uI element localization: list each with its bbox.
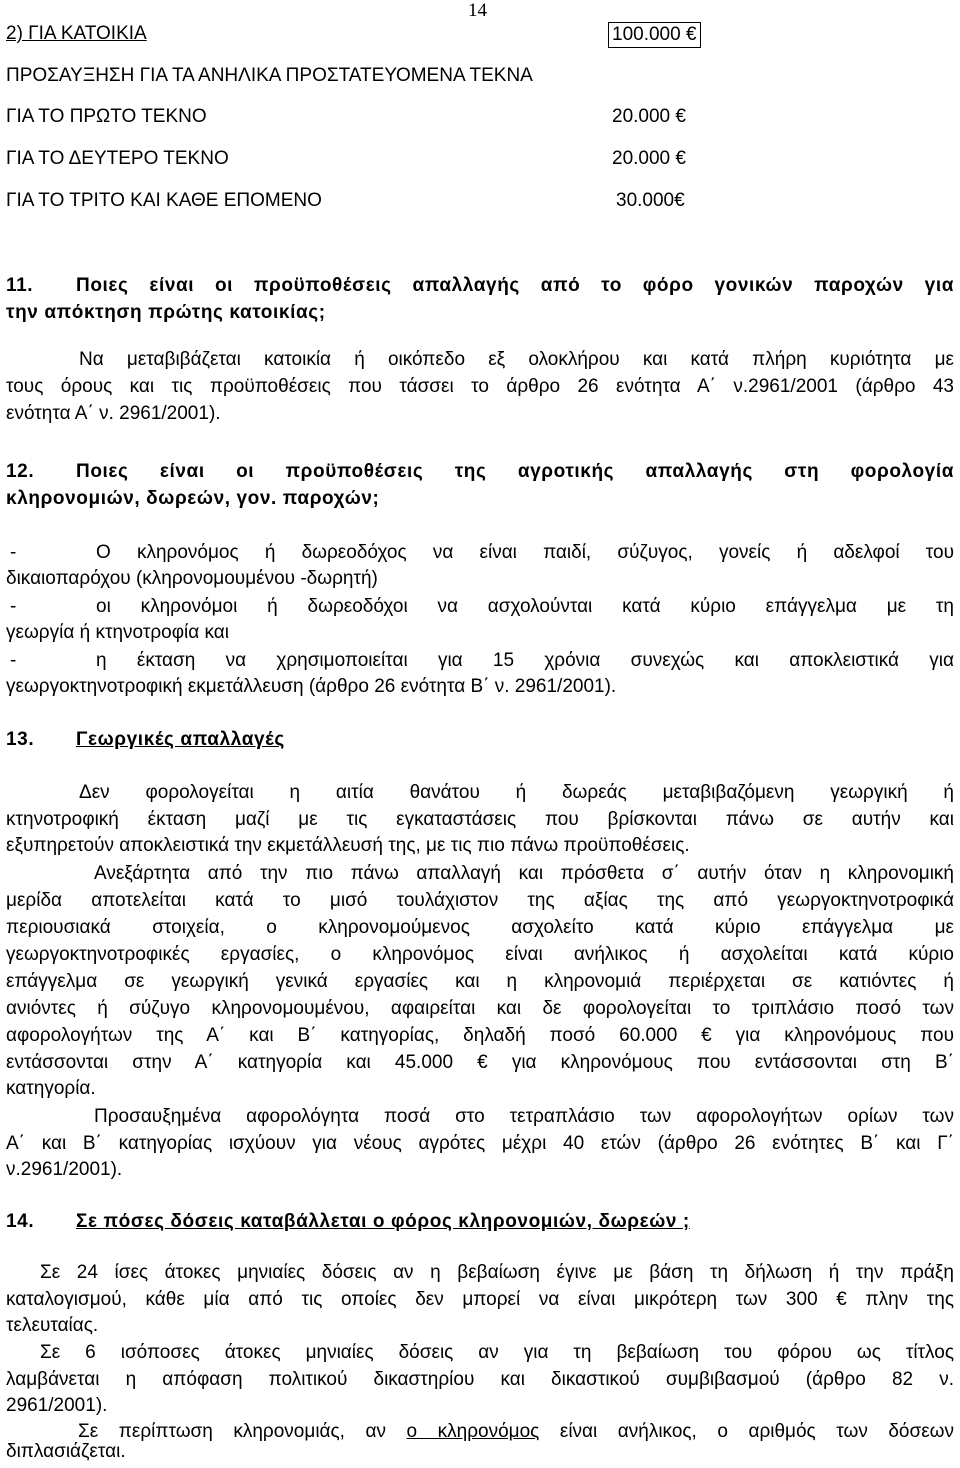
q13-p2-line: γεωργοκτηνοτροφικές εργασίες, ο κληρονόμος είναι ανήλικος ή ασχολείται κατά κύριο [6,944,954,965]
q13-p2-line: ανιόντες ή σύζυγο κληρονομουμένου, αφαιρείται και δε φορολογείται το τριπλάσιο ποσό των [6,998,954,1019]
euro-icon: € [675,106,686,127]
q12-item-2-line-2: γεωργία ή κτηνοτροφία και [6,622,229,643]
q13-p3-line: Προσαυξημένα αφορολόγητα ποσά στο τετραπλάσιο των αφορολογήτων ορίων των [94,1106,954,1127]
q14-p1-line: τελευταίας. [6,1315,99,1336]
q11-answer-line-2: τους όρους και τις προϋποθέσεις που τάσσει το άρθρο 26 ενότητα Α΄ ν.2961/2001 (άρθρο 43 [6,376,954,397]
housing-allowance-amount: 100.000 € [608,22,701,48]
q13-p2-line: περιουσιακά στοιχεία, ο κληρονομούμενος ασχολείτο κατά κύριο επάγγελμα με [6,917,954,938]
q11-title-line-1: 11. Ποιες είναι οι προϋποθέσεις απαλλαγής από το φόρο γονικών παροχών για [6,273,954,300]
q12-item-2-line-1: - οι κληρονόμοι ή δωρεοδόχοι να ασχολούνται κατά κύριο επάγγελμα με τη [6,594,954,621]
q13-p2-line: μερίδα αποτελείται κατά το μισό τουλάχιστον της αξίας της από γεωργοκτηνοτροφικά [6,890,954,911]
q13-p2-line: Ανεξάρτητα από την πιο πάνω απαλλαγή και πρόσθετα σ΄ αυτήν όταν η κληρονομική [94,863,954,884]
bullet-dash: - [10,650,17,671]
first-child-amount: 20.000 € [612,106,686,127]
q13-title: Γεωργικές απαλλαγές [76,729,285,750]
third-child-label: ΓΙΑ ΤΟ ΤΡΙΤΟ ΚΑΙ ΚΑΘΕ ΕΠΟΜΕΝΟ [6,190,322,211]
q11-answer-line-3: ενότητα Α΄ ν. 2961/2001). [6,403,221,424]
q12-item-1-line-2: δικαιοπαρόχου (κληρονομουμένου -δωρητή) [6,568,378,589]
q13-p2-line: εντάσσονται στην Α΄ κατηγορία και 45.000 € για κληρονόμους που εντάσσονται στη Β΄ [6,1052,954,1073]
q13-heading [6,728,285,752]
q13-number: 13. [6,729,35,750]
q14-title: Σε πόσες δόσεις καταβάλλεται ο φόρος κληρονομιών, δωρεών ; [76,1211,690,1232]
q14-p2-line: λαμβάνεται η απόφαση πολιτικού δικαστηρίου και δικαστικού συμβιβασμού (άρθρο 82 ν. [6,1369,954,1390]
q14-p1-line: Σε 24 ίσες άτοκες μηνιαίες δόσεις αν η βεβαίωση έγινε με βάση τη δήλωση ή την πράξη [40,1262,954,1283]
second-child-amount: 20.000 € [612,148,686,169]
bullet-dash: - [10,542,17,563]
children-allowance-heading: ΠΡΟΣΑΥΞΗΣΗ ΓΙΑ ΤΑ ΑΝΗΛΙΚΑ ΠΡΟΣΤΑΤΕΥΟΜΕΝΑ ΤΕΚΝΑ [6,65,533,86]
q12-title-line-1: 12. Ποιες είναι οι προϋποθέσεις της αγροτικής απαλλαγής στη φορολογία [6,459,954,486]
q14-p3-line: διπλασιάζεται. [6,1441,126,1462]
q14-number: 14. [6,1211,35,1232]
euro-icon: € [675,148,686,169]
q14-p2-line: 2961/2001). [6,1395,108,1416]
q12-item-3-line-2: γεωργοκτηνοτροφική εκμετάλλευση (άρθρο 26 ενότητα Β΄ ν. 2961/2001). [6,676,617,697]
q13-p2-line: επάγγελμα σε γεωργική γενικά εργασίες και η κληρονομιά περιέρχεται σε κατιόντες ή [6,971,954,992]
q13-p1-line: Δεν φορολογείται η αιτία θανάτου ή δωρεάς μεταβιβαζόμενη γεωργική ή [79,782,954,803]
q11-answer-line-1: Να μεταβιβάζεται κατοικία ή οικόπεδο εξ ολοκλήρου και κατά πλήρη κυριότητα με [79,349,954,370]
q12-number: 12. [6,461,35,482]
q13-p3-line: Α΄ και Β΄ κατηγορίας ισχύουν για νέους αγρότες μέχρι 40 ετών (άρθρο 26 ενότητες Β΄ και Γ΄ [6,1133,954,1154]
q14-p3-line: Σε περίπτωση κληρονομιάς, αν ο κληρονόμος είναι ανήλικος, ο αριθμός των δόσεων [78,1421,955,1442]
q12-title-line-2: κληρονομιών, δωρεών, γον. παροχών; [6,488,380,509]
q13-p1-line: εξυπηρετούν αποκλειστικά την εκμετάλλευσή της, με τις πιο πάνω προϋποθέσεις. [6,835,690,856]
third-child-amount: 30.000€ [616,190,685,211]
q13-p1-line: κτηνοτροφική έκταση μαζί με τις εγκαταστάσεις που βρίσκονται πάνω σε αυτήν και [6,809,954,830]
housing-label-text: 2) ΓΙΑ ΚΑΤΟΙΚΙΑ [6,23,147,44]
second-child-label: ΓΙΑ ΤΟ ΔΕΥΤΕΡΟ ΤΕΚΝΟ [6,148,229,169]
q13-p2-line: αφορολογήτων της Α΄ και Β΄ κατηγορίας, δηλαδή ποσό 60.000 € για κληρονόμους που [6,1025,954,1046]
q13-p2-line: κατηγορία. [6,1078,96,1099]
q14-heading [6,1210,690,1234]
bullet-dash: - [10,596,17,617]
page-number: 14 [468,0,487,21]
q13-p3-line: ν.2961/2001). [6,1159,123,1180]
first-child-label: ΓΙΑ ΤΟ ΠΡΩΤΟ ΤΕΚΝΟ [6,106,207,127]
euro-icon: € [674,190,685,211]
q11-title-line-2: την απόκτηση πρώτης κατοικίας; [6,302,326,323]
housing-allowance-label [6,22,147,46]
q12-item-1-line-1: - Ο κληρονόμος ή δωρεοδόχος να είναι παιδί, σύζυγος, γονείς ή αδελφοί του [6,540,954,567]
euro-icon: € [685,24,697,45]
q14-p2-line: Σε 6 ισόποσες άτοκες μηνιαίες δόσεις αν για τη βεβαίωση του φόρου ως τίτλος [40,1342,954,1363]
q14-p1-line: καταλογισμού, κάθε μία από τις οποίες δεν μπορεί να είναι μικρότερη των 300 € πλην της [6,1289,954,1310]
q12-item-3-line-1: - η έκταση να χρησιμοποιείται για 15 χρόνια συνεχώς και αποκλειστικά για [6,648,954,675]
q11-number: 11. [6,275,34,296]
